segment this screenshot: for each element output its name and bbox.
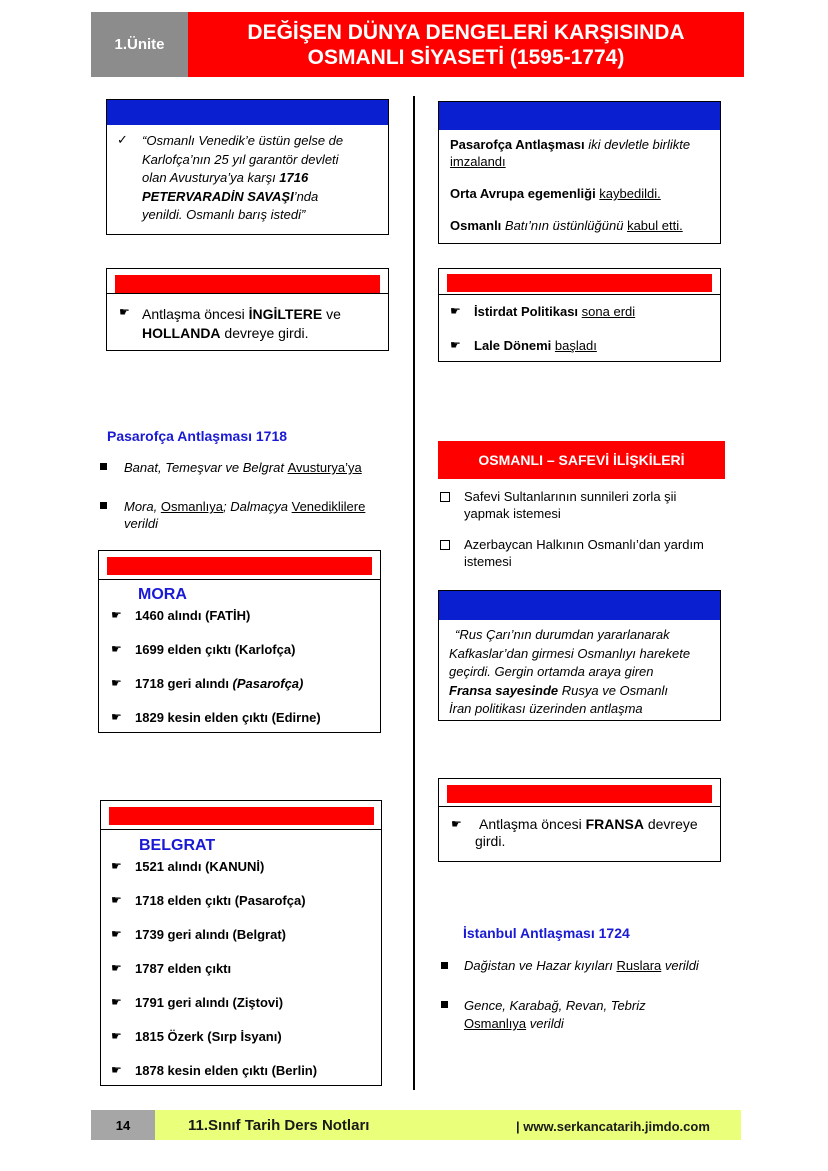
- text: istemesi: [464, 554, 512, 569]
- text: Orta Avrupa egemenliği: [450, 186, 600, 201]
- belgrat-item: [111, 892, 371, 909]
- text: 1815 Özerk (Sırp İsyanı): [135, 1029, 282, 1044]
- belgrat-item: [111, 994, 371, 1011]
- text: Rusya ve Osmanlı: [558, 682, 668, 698]
- pasarofca-item-2: [124, 498, 365, 532]
- pointing-hand-icon: ☛: [111, 1063, 122, 1077]
- quote-line: [142, 188, 343, 207]
- quote-text: olan Avusturya’ya karşı: [142, 170, 280, 185]
- text: kaybedildi.: [599, 186, 661, 201]
- safevi-item-1: [464, 488, 676, 522]
- text: Osmanlıya: [160, 499, 223, 514]
- box-header-bar: [447, 274, 712, 292]
- belgrat-item: [111, 858, 371, 875]
- text: girdi.: [475, 833, 506, 849]
- quote-line: yenildi. Osmanlı barış istedi”: [142, 207, 306, 222]
- text: 1739 geri alındı (Belgrat): [135, 927, 286, 942]
- page-number: [91, 1110, 155, 1140]
- text: Ruslara: [616, 958, 662, 973]
- fransa-text: [475, 816, 698, 850]
- mora-item: [111, 675, 371, 692]
- text: ve: [322, 306, 341, 322]
- text: devreye: [643, 816, 698, 832]
- istanbul-item-2: [464, 997, 646, 1033]
- column-divider: [413, 96, 415, 1090]
- text: Osmanlıya: [464, 1016, 527, 1031]
- box-rule: [107, 293, 388, 294]
- text: 1718 elden çıktı (Pasarofça): [135, 893, 306, 908]
- pointing-hand-icon: ☛: [111, 642, 122, 656]
- box-header-bar: [439, 102, 720, 130]
- text: Venediklilere: [291, 499, 366, 514]
- text: 1460 alındı (FATİH): [135, 608, 251, 623]
- text: İran politikası üzerinden antlaşma: [449, 701, 643, 716]
- belgrat-item: [111, 1062, 371, 1079]
- text: 1878 kesin elden çıktı (Berlin): [135, 1063, 318, 1078]
- unit-text: 1.Ünite: [114, 36, 165, 53]
- text: 1718 geri alındı: [135, 676, 233, 691]
- fransa-box: [438, 778, 721, 862]
- checkbox-bullet-icon: [440, 540, 450, 550]
- text: Fransa sayesinde: [449, 682, 559, 698]
- text: Mora,: [124, 499, 161, 514]
- quote-line: Karlofça’nın 25 yıl garantör devleti: [142, 151, 339, 167]
- quote-battle: PETERVARADİN SAVAŞI: [142, 188, 294, 204]
- pointing-hand-icon: ☛: [450, 304, 461, 318]
- pointing-hand-icon: ☛: [111, 608, 122, 622]
- country-france: FRANSA: [585, 816, 644, 832]
- text: Pasarofça Antlaşması: [450, 137, 585, 152]
- pointing-hand-icon: ☛: [111, 676, 122, 690]
- pointing-hand-icon: ☛: [450, 338, 461, 352]
- mora-item: [111, 709, 371, 726]
- title-line-1: DEĞİŞEN DÜNYA DENGELERİ KARŞISINDA: [247, 20, 685, 44]
- country-england: İNGİLTERE: [248, 306, 323, 322]
- unit-label: [91, 12, 188, 77]
- text: iki devletle birlikte: [584, 137, 691, 152]
- istanbul-title: İstanbul Antlaşması 1724: [463, 925, 630, 941]
- text: Batı’nın üstünlüğünü: [501, 218, 628, 233]
- text: sona erdi: [581, 304, 636, 319]
- pointing-hand-icon: ☛: [111, 995, 122, 1009]
- country-holland: HOLLANDA: [142, 325, 221, 341]
- safevi-heading: OSMANLI – SAFEVİ İLİŞKİLERİ: [438, 441, 725, 479]
- bullet-square-icon: [441, 962, 448, 969]
- pointing-hand-icon: ☛: [111, 927, 122, 941]
- text: Azerbaycan Halkının Osmanlı’dan yardım: [464, 537, 704, 552]
- text: (Pasarofça): [232, 676, 304, 691]
- text: Osmanlı: [450, 218, 502, 233]
- box-header-bar: [107, 100, 388, 125]
- england-text: [142, 305, 341, 343]
- text: Kafkaslar’dan girmesi Osmanlıyı harekete: [449, 645, 691, 661]
- mora-box: [98, 550, 381, 733]
- safevi-item-2: [464, 536, 704, 570]
- bullet-square-icon: [100, 502, 107, 509]
- mora-item: [111, 641, 371, 658]
- box-rule: [439, 294, 720, 295]
- text: İstirdat Politikası: [474, 304, 582, 319]
- istirdat-box: [438, 268, 721, 362]
- quote-line: “Osmanlı Venedik’e üstün gelse de: [142, 133, 344, 148]
- text: Gence, Karabağ, Revan, Tebriz: [464, 998, 646, 1013]
- title-line-2: OSMANLI SİYASETİ (1595-1774): [307, 45, 625, 69]
- pointing-hand-icon: ☛: [111, 1029, 122, 1043]
- box-header-bar: [115, 275, 380, 293]
- text: ; Dalmaçya: [222, 499, 292, 514]
- text: başladı: [554, 338, 597, 353]
- page-title: [188, 12, 744, 77]
- box-header-bar: [109, 807, 374, 825]
- pasarofca-title: Pasarofça Antlaşması 1718: [107, 428, 288, 444]
- text: Antlaşma öncesi: [142, 306, 249, 322]
- pointing-hand-icon: ☛: [451, 817, 462, 831]
- mora-title: MORA: [138, 586, 187, 603]
- pointing-hand-icon: ☛: [111, 893, 122, 907]
- pasarofca-results-text: [450, 136, 690, 234]
- text: “Rus Çarı’nın durumdan yararlanarak: [455, 627, 670, 642]
- text: verildi: [526, 1016, 564, 1031]
- text: imzalandı: [450, 154, 506, 169]
- text: 1829 kesin elden çıktı (Edirne): [135, 710, 321, 725]
- rus-box: [438, 590, 721, 721]
- checkbox-bullet-icon: [440, 492, 450, 502]
- bullet-square-icon: [441, 1001, 448, 1008]
- belgrat-box: [100, 800, 382, 1086]
- pointing-hand-icon: ☛: [119, 305, 130, 319]
- england-box: [106, 268, 389, 351]
- pasarofca-results-box: [438, 101, 721, 244]
- text: yapmak istemesi: [464, 506, 561, 521]
- istanbul-item-1: [464, 958, 699, 973]
- box-rule: [101, 829, 381, 830]
- belgrat-item: [111, 1028, 371, 1045]
- text: devreye girdi.: [220, 325, 309, 341]
- text: geçirdi. Gergin ortamda araya giren: [449, 664, 654, 679]
- quote-year: 1716: [279, 170, 309, 185]
- box-header-bar: [439, 591, 720, 620]
- mora-item: [111, 607, 371, 624]
- rus-quote: [449, 626, 690, 719]
- text: 1699 elden çıktı (Karlofça): [135, 642, 296, 657]
- text: Safevi Sultanlarının sunnileri zorla şii: [464, 489, 677, 504]
- box-header-bar: [107, 557, 372, 575]
- footer-website-link[interactable]: | www.serkancatarih.jimdo.com: [516, 1119, 710, 1134]
- belgrat-title: BELGRAT: [139, 837, 216, 854]
- text: Antlaşma öncesi: [479, 816, 586, 832]
- text: verildi: [124, 516, 158, 531]
- pointing-hand-icon: ☛: [111, 859, 122, 873]
- box-rule: [99, 579, 380, 580]
- bullet-square-icon: [100, 463, 107, 470]
- text: Avusturya’ya: [287, 460, 362, 475]
- text: 1791 geri alındı (Ziştovi): [135, 995, 284, 1010]
- petervaradin-quote: [142, 132, 343, 225]
- text: kabul etti.: [627, 218, 683, 233]
- lale-item: [450, 337, 710, 354]
- text: 1521 alındı (KANUNİ): [135, 859, 265, 874]
- quote-line: [142, 169, 343, 188]
- box-header-bar: [447, 785, 712, 803]
- box-rule: [439, 806, 720, 807]
- pointing-hand-icon: ☛: [111, 961, 122, 975]
- text: Dağistan ve Hazar kıyıları: [464, 958, 617, 973]
- belgrat-item: [111, 926, 371, 943]
- quote-text: ’nda: [293, 188, 319, 204]
- text: 1787 elden çıktı: [135, 961, 232, 976]
- page-number-text: 14: [115, 1117, 131, 1133]
- text: verildi: [661, 958, 699, 973]
- istirdat-item: [450, 303, 710, 320]
- text: Banat, Temeşvar ve Belgrat: [124, 460, 288, 475]
- petervaradin-box: [106, 99, 389, 235]
- text: Lale Dönemi: [474, 338, 555, 353]
- check-icon: ✓: [117, 132, 128, 147]
- pasarofca-item-1: [124, 460, 362, 475]
- footer-course-title: 11.Sınıf Tarih Ders Notları: [188, 1117, 370, 1134]
- belgrat-item: [111, 960, 371, 977]
- pointing-hand-icon: ☛: [111, 710, 122, 724]
